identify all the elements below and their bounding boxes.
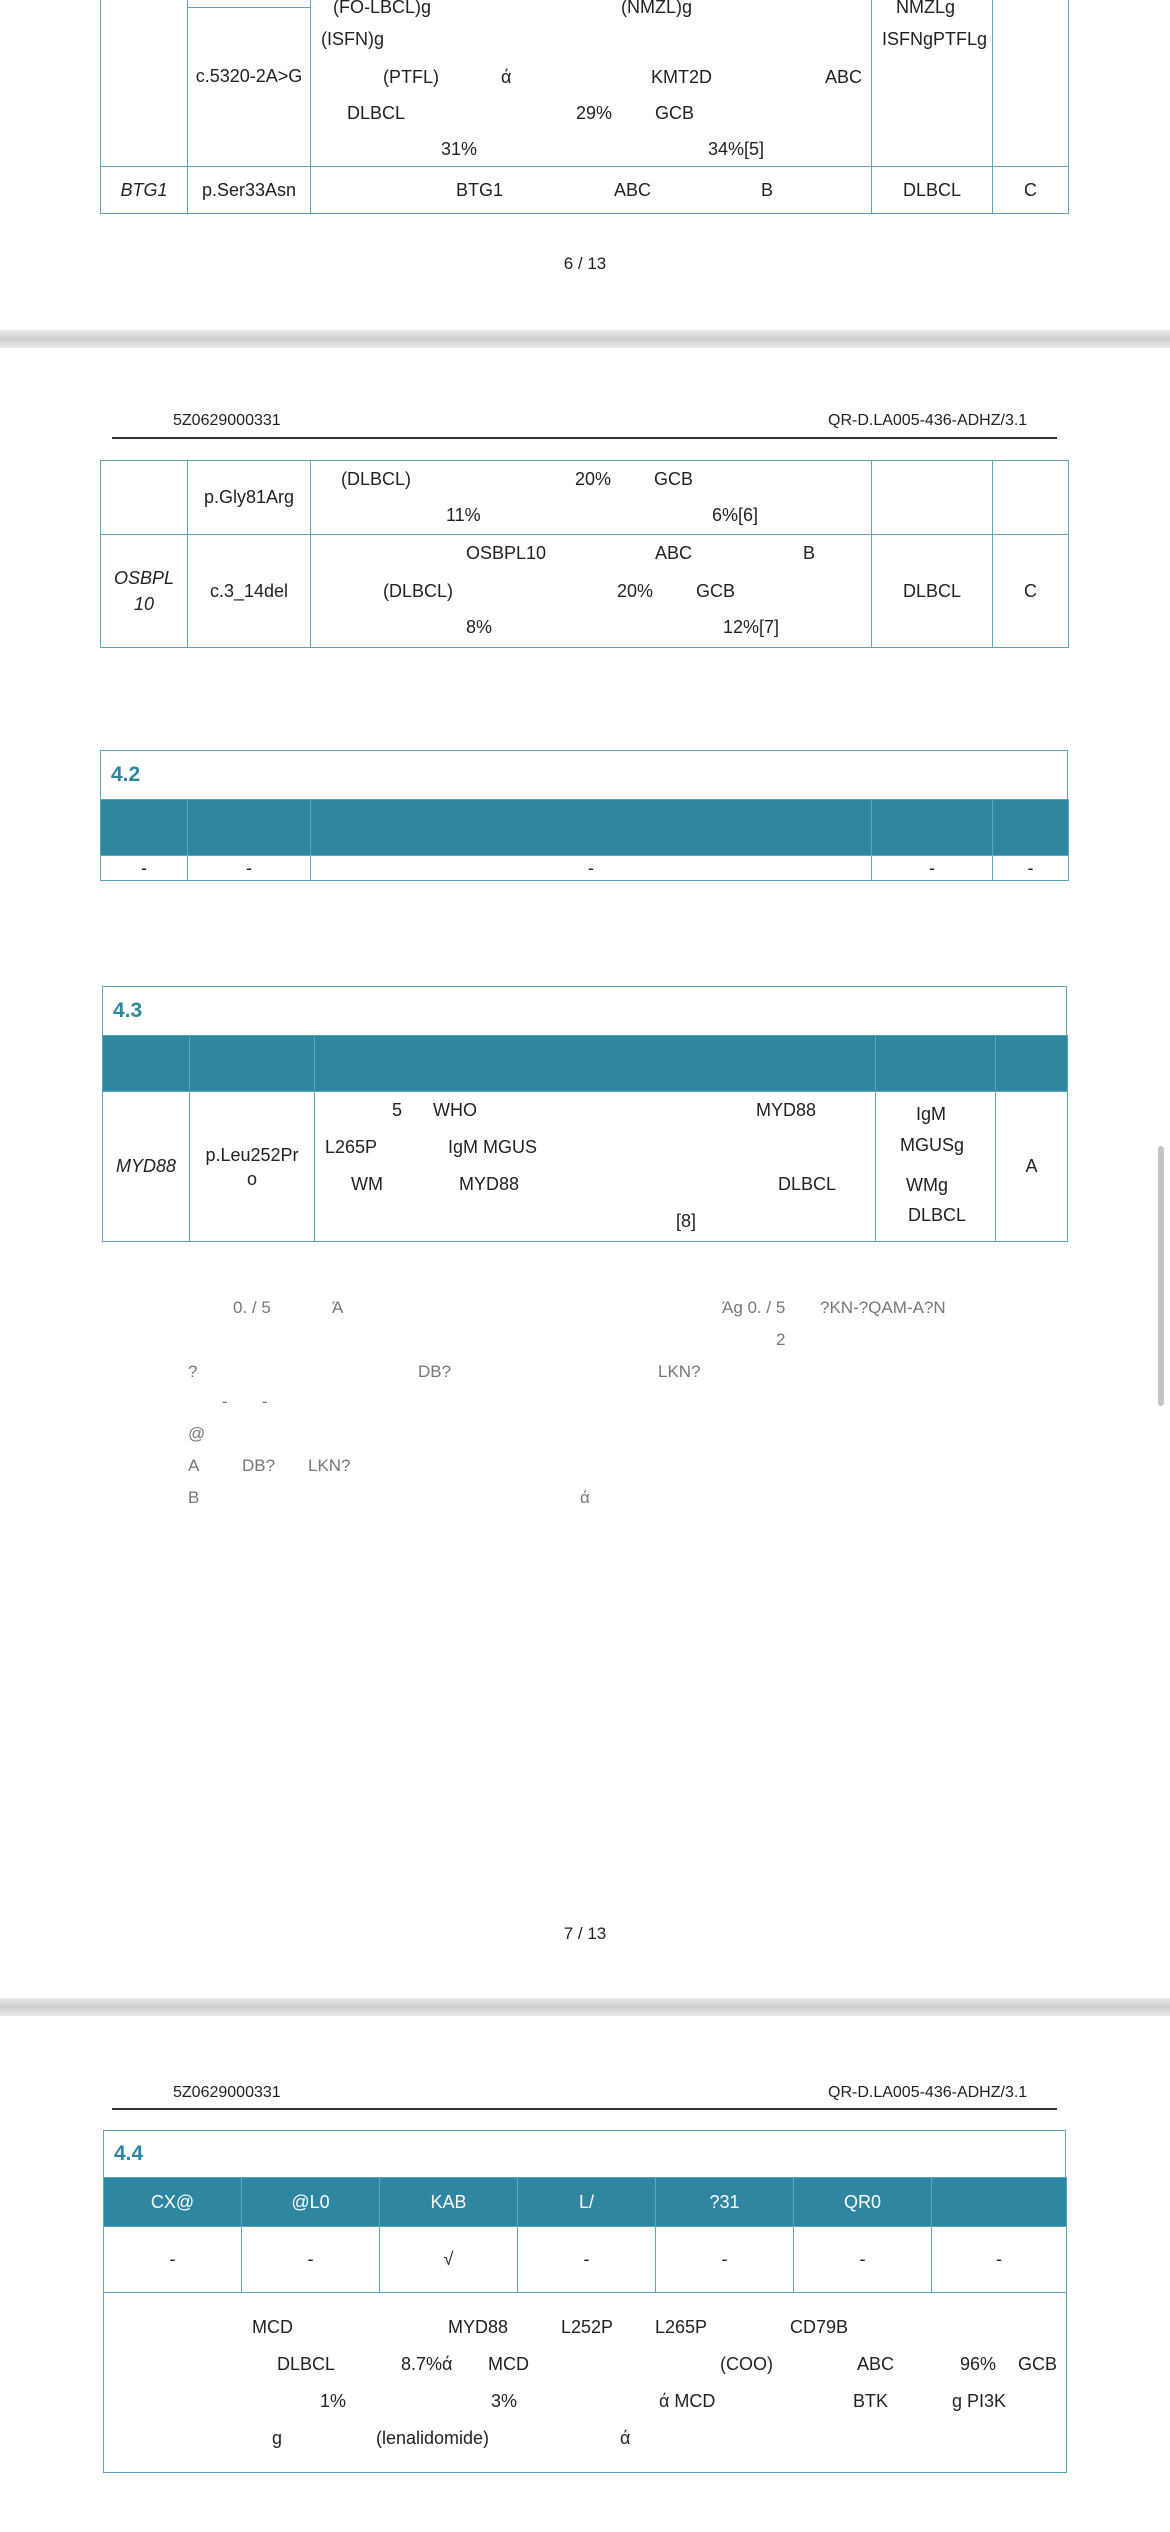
desc-text: 12%[7] — [723, 617, 780, 637]
variant-table-p7 — [100, 460, 1069, 648]
gene-cell — [101, 461, 188, 535]
header-rule — [112, 2108, 1057, 2110]
note-text: 2 — [776, 1330, 786, 1349]
note-text: B — [188, 1488, 200, 1507]
note-text: ?KN-?QAM-A?N — [820, 1298, 946, 1317]
level-cell: C — [993, 167, 1069, 214]
header-cell — [103, 1036, 190, 1092]
desc-text: DLBCL — [347, 103, 406, 123]
header-cell — [190, 1036, 315, 1092]
desc-text: ABC — [857, 2354, 895, 2374]
header-cell: L/ — [518, 2178, 656, 2227]
note-text: LKN? — [308, 1456, 351, 1475]
page-7 — [0, 348, 1170, 1998]
desc-text: MCD — [488, 2354, 529, 2374]
desc-text: (COO) — [720, 2354, 773, 2374]
desc-text: 3% — [491, 2391, 518, 2411]
note-text: LKN? — [658, 1362, 701, 1381]
desc-text: g — [272, 2428, 283, 2448]
value-cell: - — [656, 2227, 794, 2293]
header-cell — [872, 800, 993, 856]
desc-text: MYD88 — [756, 1100, 817, 1120]
header-cell — [993, 800, 1069, 856]
desc-text: CD79B — [790, 2317, 849, 2337]
header-cell — [996, 1036, 1068, 1092]
disease-text: MGUSg — [900, 1135, 965, 1155]
note-text: DB? — [242, 1456, 276, 1475]
header-cell — [932, 2178, 1067, 2227]
section-4-4-table — [103, 2177, 1067, 2473]
description-cell — [311, 167, 872, 214]
desc-text: [8] — [676, 1211, 697, 1231]
desc-text: 8.7%ά — [401, 2354, 453, 2374]
desc-text: WM — [351, 1174, 383, 1194]
desc-text: 20% — [575, 469, 612, 489]
doc-id: 5Z0629000331 — [173, 2084, 281, 2101]
interpretation-cell — [104, 2293, 1067, 2473]
desc-text: IgM MGUS — [448, 1137, 538, 1157]
note-text: @ — [188, 1424, 206, 1443]
empty-cell: - — [311, 856, 872, 881]
empty-cell: - — [188, 856, 311, 881]
level-cell: C — [993, 535, 1069, 648]
disease-cell — [872, 0, 993, 167]
variant-cell — [188, 0, 311, 167]
desc-text: MYD88 — [459, 1174, 520, 1194]
desc-text: BTK — [853, 2391, 889, 2411]
value-cell: - — [932, 2227, 1067, 2293]
section-4-2-table — [100, 799, 1069, 881]
disease-cell: DLBCL — [872, 535, 993, 648]
desc-text: 5 — [392, 1100, 403, 1120]
header-cell — [188, 800, 311, 856]
level-cell — [993, 461, 1069, 535]
header-cell: KAB — [380, 2178, 518, 2227]
section-4-2 — [100, 750, 1068, 800]
desc-text: 1% — [320, 2391, 347, 2411]
value-cell: √ — [380, 2227, 518, 2293]
description-cell — [311, 0, 872, 167]
desc-text: DLBCL — [277, 2354, 336, 2374]
desc-text: g PI3K — [952, 2391, 1007, 2411]
desc-text: (FO-LBCL)g — [333, 0, 432, 17]
disease-text: NMZLg — [896, 0, 956, 17]
desc-text: B — [761, 180, 774, 200]
value-cell: - — [794, 2227, 932, 2293]
note-text: - — [222, 1392, 228, 1411]
desc-text: OSBPL10 — [466, 543, 547, 563]
desc-text: MCD — [252, 2317, 293, 2337]
disease-cell — [872, 461, 993, 535]
desc-text: (ISFN)g — [321, 29, 384, 49]
header-cell: @L0 — [242, 2178, 380, 2227]
desc-text: (PTFL) — [383, 67, 439, 87]
desc-text: DLBCL — [778, 1174, 837, 1194]
header-cell: QR0 — [794, 2178, 932, 2227]
desc-text: KMT2D — [651, 67, 713, 87]
note-text: DB? — [418, 1362, 452, 1381]
disease-text: ISFNgPTFLg — [882, 29, 988, 49]
level-cell — [993, 0, 1069, 167]
desc-text: WHO — [433, 1100, 477, 1120]
disease-cell — [876, 1092, 996, 1242]
gene-cell — [101, 535, 188, 648]
header-cell — [876, 1036, 996, 1092]
page-number: 7 / 13 — [563, 1924, 607, 1943]
note-text: - — [262, 1392, 268, 1411]
desc-text: ά MCD — [659, 2391, 716, 2411]
doc-id: 5Z0629000331 — [173, 412, 281, 429]
form-code: QR-D.LA005-436-ADHZ/3.1 — [828, 412, 1028, 429]
section-title: 4.4 — [114, 2142, 144, 2165]
empty-cell: - — [993, 856, 1069, 881]
desc-text: ά — [620, 2428, 631, 2448]
variant-cell — [190, 1092, 315, 1242]
description-cell — [311, 535, 872, 648]
desc-text: L265P — [655, 2317, 708, 2337]
page-break — [0, 1998, 1170, 2016]
desc-text: 96% — [960, 2354, 997, 2374]
section-title: 4.3 — [113, 999, 143, 1022]
value-cell: - — [104, 2227, 242, 2293]
variant-text: c.5320-2A>G — [195, 66, 303, 86]
page-8 — [0, 2016, 1170, 2532]
gene-cell: MYD88 — [103, 1092, 190, 1242]
section-4-4 — [103, 2130, 1066, 2178]
header-cell — [311, 800, 872, 856]
note-text: 0. / 5 — [233, 1298, 271, 1317]
desc-text: (NMZL)g — [621, 0, 692, 17]
page-break — [0, 330, 1170, 348]
header-cell: ?31 — [656, 2178, 794, 2227]
note-text: A — [188, 1456, 200, 1475]
variant-text: p.Leu252Pro — [205, 1144, 299, 1189]
desc-text: ABC — [614, 180, 652, 200]
value-cell: - — [242, 2227, 380, 2293]
note-text: Άg 0. / 5 — [722, 1298, 786, 1317]
level-cell: A — [996, 1092, 1068, 1242]
desc-text: L265P — [325, 1137, 378, 1157]
value-cell: - — [518, 2227, 656, 2293]
gene-cell — [101, 0, 188, 167]
desc-text: ά — [501, 67, 512, 87]
gene-cell: BTG1 — [101, 167, 188, 214]
desc-text: GCB — [654, 469, 694, 489]
form-code: QR-D.LA005-436-ADHZ/3.1 — [828, 2084, 1028, 2101]
gene-name: OSBPL10 — [113, 568, 175, 614]
section-4-3 — [102, 986, 1067, 1036]
scrollbar-thumb[interactable] — [1158, 1146, 1164, 1406]
variant-cell: c.3_14del — [188, 535, 311, 648]
desc-text: L252P — [561, 2317, 614, 2337]
desc-text: ABC — [655, 543, 693, 563]
variant-cell: p.Gly81Arg — [188, 461, 311, 535]
desc-text: 11% — [446, 505, 481, 525]
variant-cell: p.Ser33Asn — [188, 167, 311, 214]
note-text: Ά — [332, 1298, 344, 1317]
page-6 — [0, 0, 1170, 330]
disease-text: WMg — [906, 1175, 948, 1195]
desc-text: 34%[5] — [708, 139, 765, 159]
header-cell — [101, 800, 188, 856]
note-text: ? — [188, 1362, 198, 1381]
description-cell — [311, 461, 872, 535]
desc-text: GCB — [696, 581, 736, 601]
disease-cell: DLBCL — [872, 167, 993, 214]
desc-text: MYD88 — [448, 2317, 509, 2337]
header-cell: CX@ — [104, 2178, 242, 2227]
desc-text: 8% — [466, 617, 493, 637]
empty-cell: - — [872, 856, 993, 881]
desc-text: BTG1 — [456, 180, 504, 200]
section-4-3-table — [102, 1035, 1068, 1242]
disease-text: IgM — [916, 1104, 947, 1124]
section-title: 4.2 — [111, 763, 141, 786]
disease-text: DLBCL — [908, 1205, 967, 1225]
desc-text: (DLBCL) — [383, 581, 454, 601]
desc-text: 20% — [617, 581, 654, 601]
desc-text: GCB — [655, 103, 695, 123]
header-cell — [315, 1036, 876, 1092]
desc-text: 31% — [441, 139, 478, 159]
desc-text: (lenalidomide) — [376, 2428, 490, 2448]
desc-text: 29% — [576, 103, 613, 123]
page-number: 6 / 13 — [563, 254, 607, 273]
desc-text: (DLBCL) — [341, 469, 412, 489]
desc-text: GCB — [1018, 2354, 1058, 2374]
description-cell — [315, 1092, 876, 1242]
header-rule — [112, 437, 1057, 439]
desc-text: 6%[6] — [712, 505, 759, 525]
empty-cell: - — [101, 856, 188, 881]
note-text: ά — [580, 1488, 590, 1507]
variant-table-p6 — [100, 0, 1069, 214]
desc-text: B — [803, 543, 816, 563]
desc-text: ABC — [825, 67, 863, 87]
